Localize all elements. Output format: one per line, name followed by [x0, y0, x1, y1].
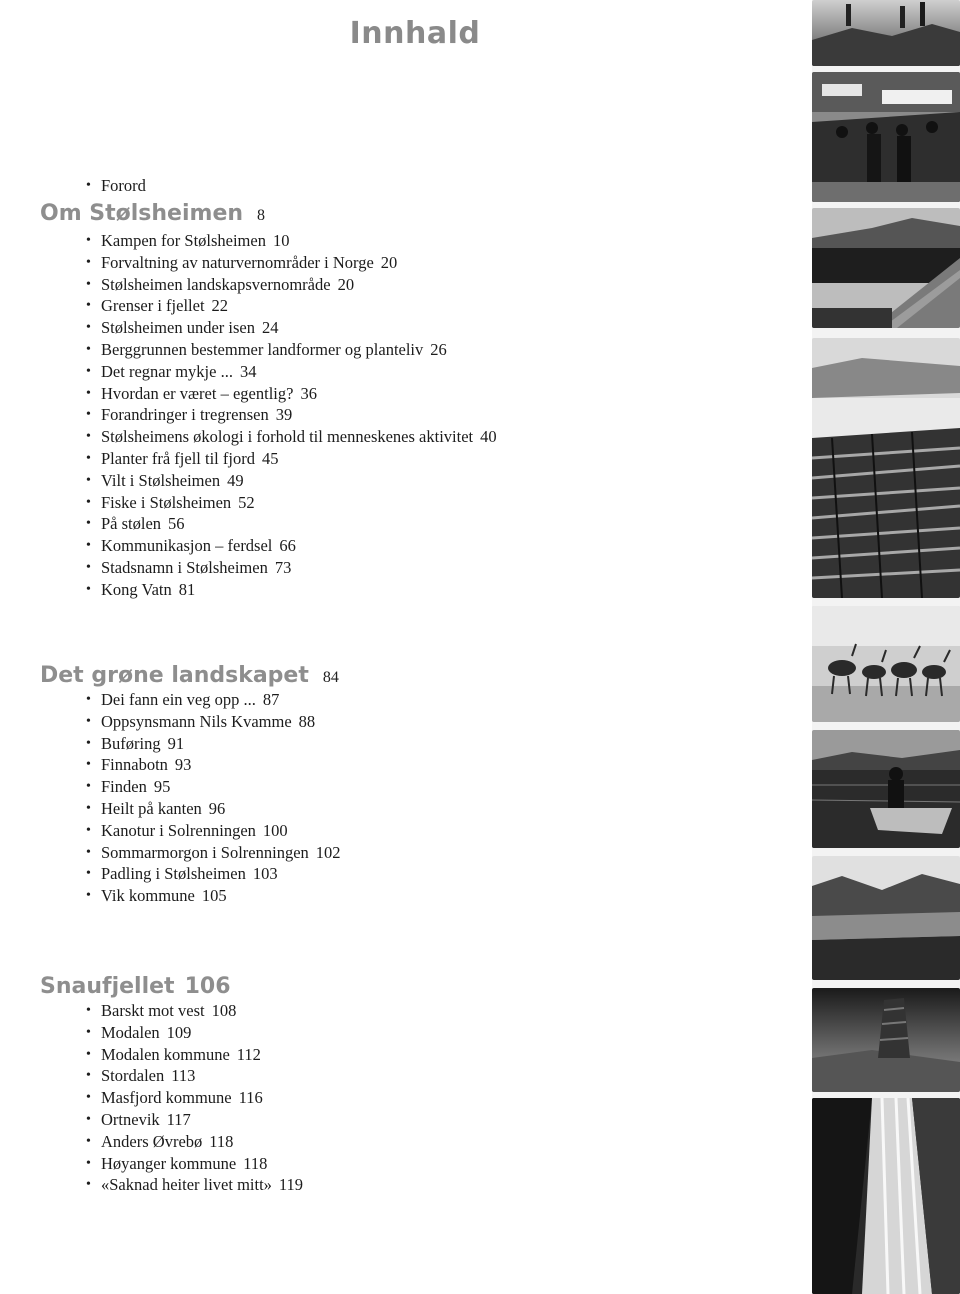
toc-item[interactable] [86, 776, 341, 798]
section-heading-det-grone-landskapet[interactable] [40, 662, 339, 692]
toc-item-label: Høyanger kommune [101, 1153, 237, 1173]
toc-item[interactable] [86, 1174, 303, 1196]
toc-item-page: 109 [166, 1022, 192, 1042]
toc-item-page: 112 [236, 1044, 261, 1064]
toc-item-label: Heilt på kanten [101, 798, 202, 818]
toc-item-preface[interactable] [86, 175, 146, 197]
toc-item[interactable] [86, 863, 341, 885]
toc-item-label: Stølsheimen under isen [101, 318, 255, 338]
section-heading-page: 84 [322, 669, 339, 686]
toc-item[interactable] [86, 1022, 303, 1044]
toc-item-page: 95 [153, 777, 171, 797]
toc-item[interactable] [86, 317, 497, 339]
toc-item-page: 118 [209, 1131, 234, 1151]
toc-item[interactable] [86, 711, 341, 733]
toc-item-page: 105 [201, 886, 227, 906]
photo-lake-and-scree [812, 208, 960, 328]
section-2-list [86, 689, 341, 907]
toc-item-page: 20 [380, 252, 398, 272]
toc-item-page: 24 [261, 318, 279, 338]
section-heading-label: Det grøne landskapet [40, 663, 309, 688]
toc-item-label: Oppsynsmann Nils Kvamme [101, 711, 292, 731]
toc-item-page: 100 [262, 820, 288, 840]
toc-item-label: Buføring [101, 733, 161, 753]
toc-item-page: 119 [278, 1175, 304, 1195]
toc-item[interactable] [86, 733, 341, 755]
toc-item-page: 87 [262, 690, 280, 709]
toc-item-page: 49 [227, 470, 244, 490]
toc-item-label: Planter frå fjell til fjord [101, 448, 255, 468]
toc-item-label: Stordalen [101, 1066, 165, 1086]
toc-item-label: Forvaltning av naturvernområder i Norge [101, 252, 374, 272]
toc-item-label: Det regnar mykje ... [101, 361, 233, 381]
toc-item-page: 22 [211, 296, 229, 316]
toc-item-page: 52 [238, 492, 255, 512]
section-heading-om-stolsheimen[interactable] [40, 200, 265, 230]
toc-item[interactable] [86, 383, 497, 405]
toc-item[interactable] [86, 404, 497, 426]
photo-strip [812, 0, 960, 1294]
photo-reindeer [812, 606, 960, 722]
toc-item-label: Ortnevik [101, 1109, 160, 1129]
toc-item-page: 36 [300, 383, 317, 403]
toc-item-label: Modalen [101, 1022, 160, 1042]
toc-item[interactable] [86, 448, 497, 470]
toc-item-page: 10 [272, 231, 290, 250]
toc-item-label: Vilt i Stølsheimen [101, 470, 221, 490]
toc-item[interactable] [86, 492, 497, 514]
toc-item-label: Anders Øvrebø [101, 1131, 203, 1151]
toc-item[interactable] [86, 1000, 303, 1022]
toc-item-label: Masfjord kommune [101, 1088, 232, 1108]
photo-protest-march [812, 72, 960, 202]
toc-item[interactable] [86, 295, 497, 317]
toc-item-label: Grenser i fjellet [101, 296, 205, 316]
toc-item-page: 88 [298, 711, 316, 731]
toc-item-label: Finden [101, 777, 147, 797]
toc-item-page: 102 [315, 842, 341, 862]
toc-item[interactable] [86, 470, 497, 492]
toc-item-label: Stølsheimen landskapsvernområde [101, 274, 331, 294]
toc-item-label: Hvordan er været – egentlig? [101, 383, 294, 403]
section-heading-label: Om Stølsheimen [40, 201, 244, 226]
toc-item-page: 103 [252, 864, 278, 884]
toc-item[interactable] [86, 513, 497, 535]
toc-item[interactable] [86, 689, 341, 711]
toc-item[interactable] [86, 1109, 303, 1131]
toc-item[interactable] [86, 1044, 303, 1066]
toc-item-label: Finnabotn [101, 755, 168, 775]
toc-item[interactable] [86, 230, 497, 252]
toc-item[interactable] [86, 885, 341, 907]
toc-item[interactable] [86, 339, 497, 361]
toc-item-label: Kong Vatn [101, 579, 172, 599]
toc-item-page: 116 [238, 1088, 263, 1108]
toc-item-page: 113 [171, 1066, 196, 1086]
toc-item-page: 91 [167, 733, 185, 753]
toc-item-label: Modalen kommune [101, 1044, 230, 1064]
toc-item-label: Stølsheimens økologi i forhold til menneskenes aktivitet [101, 427, 474, 447]
toc-item-label: «Saknad heiter livet mitt» [101, 1175, 272, 1195]
toc-item[interactable] [86, 1087, 303, 1109]
toc-item-page: 34 [239, 361, 257, 381]
photo-waterfall [812, 1098, 960, 1294]
toc-item-label: Fiske i Stølsheimen [101, 492, 232, 512]
toc-item-page: 96 [208, 798, 226, 818]
toc-item-label: Forord [101, 176, 146, 195]
page-title: Innhald [349, 16, 481, 51]
toc-item-label: Kampen for Stølsheimen [101, 231, 266, 250]
photo-stone-cairn [812, 988, 960, 1092]
section-3-list [86, 1000, 303, 1196]
toc-item-page: 40 [480, 427, 497, 447]
toc-item[interactable] [86, 1153, 303, 1175]
toc-item-label: Padling i Stølsheimen [101, 864, 246, 884]
toc-item[interactable] [86, 754, 341, 776]
section-heading-page: 106 [184, 974, 231, 999]
toc-item-label: Forandringer i tregrensen [101, 405, 269, 425]
toc-item-page: 45 [261, 448, 279, 468]
toc-item[interactable] [86, 820, 341, 842]
toc-item[interactable] [86, 361, 497, 383]
toc-item-page: 117 [166, 1109, 191, 1129]
toc-item[interactable] [86, 579, 497, 601]
toc-item-page: 56 [168, 514, 185, 534]
toc-item-label: Sommarmorgon i Solrenningen [101, 842, 309, 862]
section-1-list [86, 230, 497, 601]
toc-item-label: Kanotur i Solrenningen [101, 820, 256, 840]
toc-item[interactable] [86, 1065, 303, 1087]
toc-item-label: Berggrunnen bestemmer landformer og planteliv [101, 339, 424, 359]
toc-item-page: 81 [178, 579, 196, 599]
photo-mountain-hikers [812, 0, 960, 66]
toc-item-page: 93 [174, 755, 192, 775]
toc-item-page: 39 [275, 405, 293, 425]
toc-item[interactable] [86, 426, 497, 448]
toc-item-page: 66 [279, 536, 296, 556]
toc-item-label: Barskt mot vest [101, 1001, 205, 1020]
toc-item-page: 20 [337, 274, 355, 294]
preface-list [86, 175, 146, 197]
photo-rowing-boat [812, 730, 960, 848]
toc-item-label: Kommunikasjon – ferdsel [101, 536, 273, 556]
photo-layered-rock [812, 338, 960, 598]
toc-item-page: 26 [430, 339, 447, 359]
toc-item-label: Stadsnamn i Stølsheimen [101, 557, 268, 577]
toc-item[interactable] [86, 274, 497, 296]
section-heading-page: 8 [257, 207, 266, 224]
section-heading-label: Snaufjellet [40, 974, 175, 999]
toc-item[interactable] [86, 842, 341, 864]
toc-item-label: Vik kommune [101, 886, 195, 906]
toc-item[interactable] [86, 557, 497, 579]
toc-item[interactable] [86, 252, 497, 274]
toc-item-page: 108 [211, 1001, 237, 1020]
toc-item[interactable] [86, 535, 497, 557]
toc-item[interactable] [86, 798, 341, 820]
toc-item[interactable] [86, 1131, 303, 1153]
toc-item-page: 73 [274, 557, 292, 577]
toc-item-label: Dei fann ein veg opp ... [101, 690, 256, 709]
section-heading-snaufjellet[interactable] [40, 973, 231, 1001]
photo-valley-lake [812, 856, 960, 980]
toc-item-label: På stølen [101, 514, 162, 534]
toc-item-page: 118 [243, 1153, 268, 1173]
